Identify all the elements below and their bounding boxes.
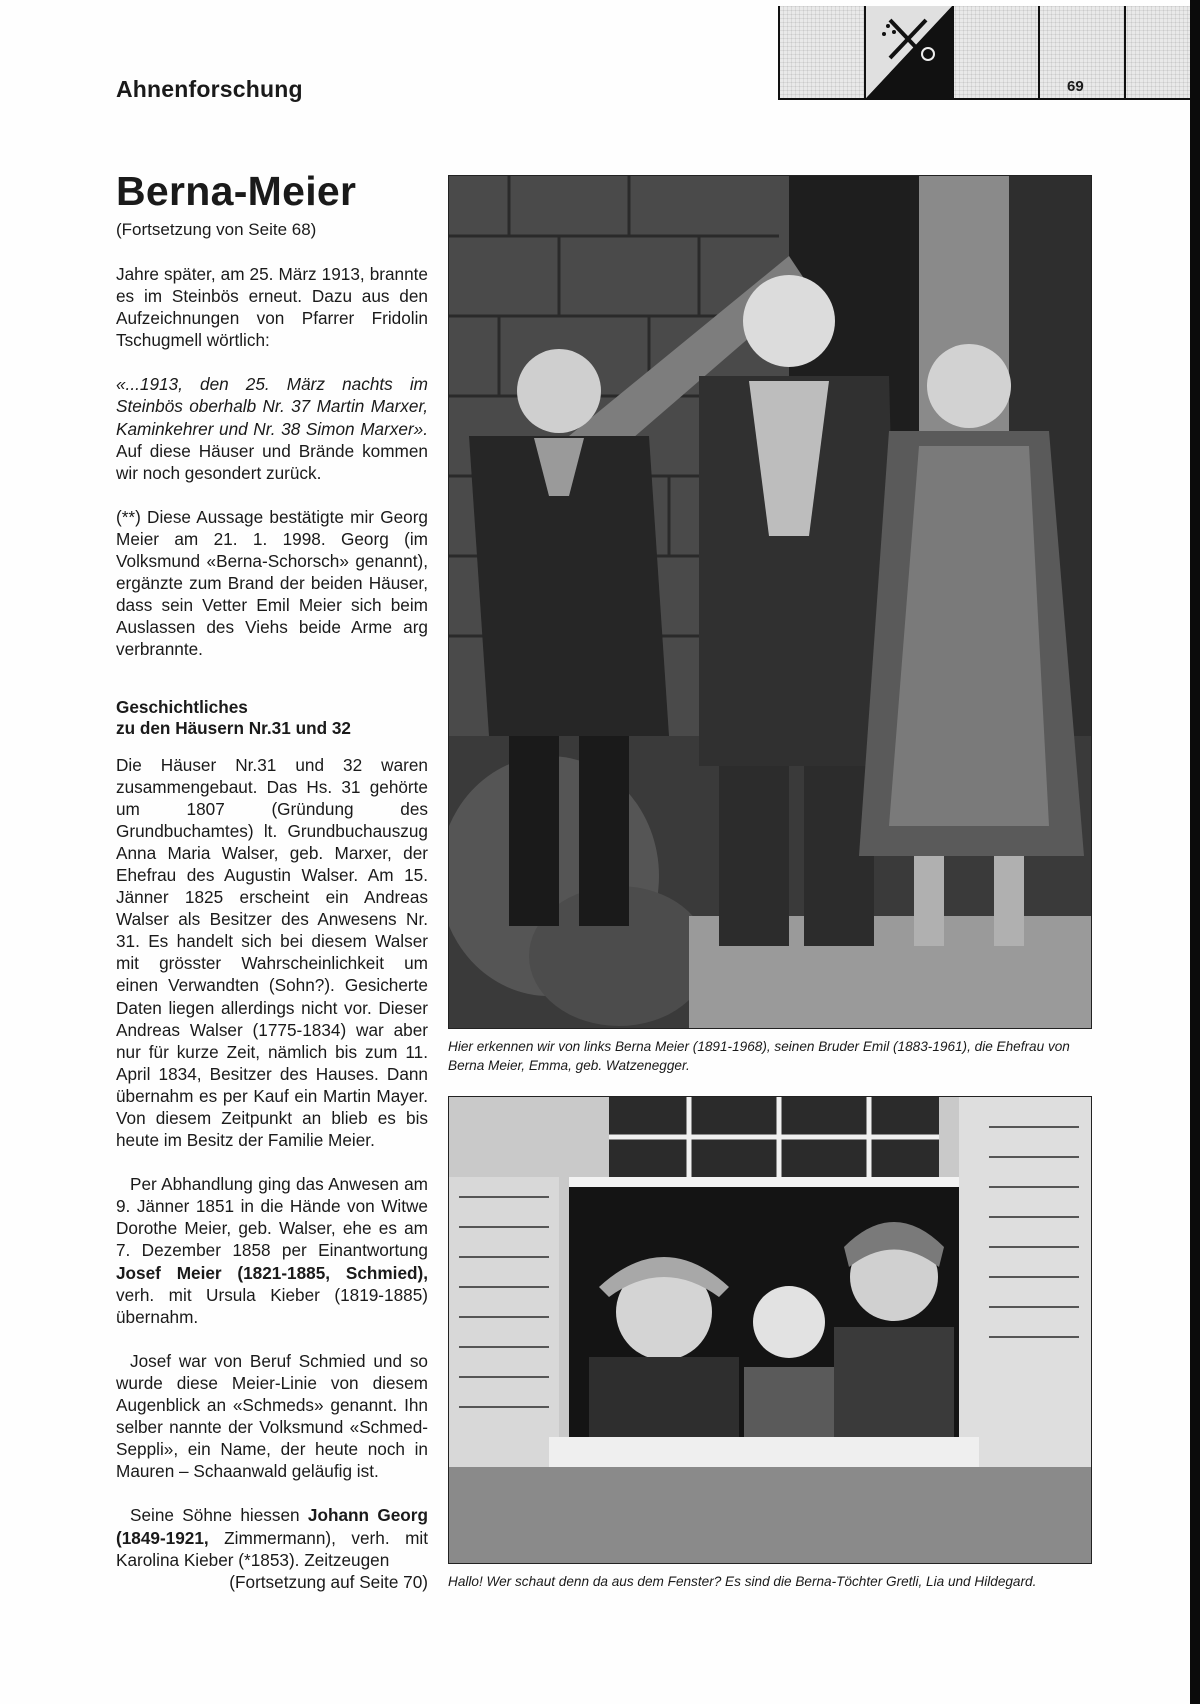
continued-from: (Fortsetzung von Seite 68)	[116, 220, 317, 239]
p7-text-a: Seine Söhne hiessen	[130, 1505, 308, 1526]
quote: «...1913, den 25. März nachts im Steinbös oberhalb Nr. 37 Martin Marxer, Kaminkehrer und Nr. 38 Simon Marxer».	[116, 374, 428, 439]
page-number: 69	[1067, 78, 1084, 95]
p5-text-a: Per Abhandlung ging das Anwesen am 9. Jänner 1851 in die Hände von Witwe Dorothe Meier, geb. Walser, ehe es am 7. Dezember 1858 per Einantwortung	[116, 1174, 428, 1261]
p5-bold: Josef Meier (1821-1885, Schmied),	[116, 1262, 428, 1283]
subheading	[116, 697, 428, 740]
paragraph-7	[116, 1504, 428, 1570]
window-photo	[448, 1096, 1092, 1564]
continued-to: (Fortsetzung auf Seite 70)	[229, 1571, 428, 1592]
paragraph-4: Die Häuser Nr.31 und 32 waren zusammengebaut. Das Hs. 31 gehörte um 1807 (Gründung des Grundbuchamtes) lt. Grundbuchauszug Anna Maria Walser, geb. Marxer, der Ehefrau des Augustin Walser. Am 15. Jänner 1825 erscheint ein Andreas Walser als Besitzer des Anwesens Nr. 31. Es handelt sich bei diesem Walser mit grösster Wahrscheinlichkeit um einen Verwandten (Sohn?). Gesicherte Daten liegen allerdings nicht vor. Dieser Andreas Walser (1775-1834) war aber nur für kurze Zeit, nämlich bis zum 11. April 1834, Besitzer des Hauses. Dann übernahm es per Kauf ein Martin Mayer. Von diesem Zeitpunkt an blieb es bis heute im Besitz der Familie Meier.	[116, 754, 428, 1151]
subheading-line-2: zu den Häusern Nr.31 und 32	[116, 718, 351, 738]
p7-bold: Johann Georg (1849-1921,	[116, 1505, 428, 1548]
paragraph-2	[116, 373, 428, 483]
section-label: Ahnenforschung	[116, 76, 303, 102]
text-column	[116, 263, 428, 1593]
p7-text-b: Zimmermann), verh. mit Karolina Kieber (*1853). Zeitzeugen	[116, 1527, 428, 1570]
header-grid	[778, 6, 1192, 100]
p5-text-b: verh. mit Ursula Kieber (1819-1885) übernahm.	[116, 1284, 428, 1327]
article-title: Berna-Meier	[116, 168, 357, 214]
top-photo-caption: Hier erkennen wir von links Berna Meier (1891-1968), seinen Bruder Emil (1883-1961), die Ehefrau von Berna Meier, Emma, geb. Watzenegger.	[448, 1039, 1070, 1073]
crossed-tools-icon	[866, 6, 952, 98]
family-photo	[448, 175, 1092, 1029]
window-photo-image	[449, 1097, 1091, 1563]
family-photo-image	[449, 176, 1091, 1028]
paragraph-6: Josef war von Beruf Schmied und so wurde diese Meier-Linie von diesem Augenblick an «Schmeds» genannt. Ihn selber nannte der Volksmund «Schmed-Seppli», ein Name, der heute noch in Mauren – Schaanwald geläufig ist.	[116, 1350, 428, 1482]
subheading-line-1: Geschichtliches	[116, 696, 248, 717]
bottom-photo-caption: Hallo! Wer schaut denn da aus dem Fenster? Es sind die Berna-Töchter Gretli, Lia und Hildegard.	[448, 1574, 1037, 1589]
paragraph-3: (**) Diese Aussage bestätigte mir Georg Meier am 21. 1. 1998. Georg (im Volksmund «Berna-Schorsch» genannt), ergänzte zum Brand der beiden Häuser, dass sein Vetter Emil Meier sich beim Auslassen des Viehs beide Arme arg verbrannte.	[116, 506, 428, 660]
paragraph-5	[116, 1173, 428, 1328]
scan-edge	[1190, 0, 1200, 1704]
quote-followup: Auf diese Häuser und Brände kommen wir noch gesondert zurück.	[116, 440, 428, 483]
paragraph-1: Jahre später, am 25. März 1913, brannte es im Steinbös erneut. Dazu aus den Aufzeichnungen von Pfarrer Fridolin Tschugmell wörtlich:	[116, 264, 428, 351]
